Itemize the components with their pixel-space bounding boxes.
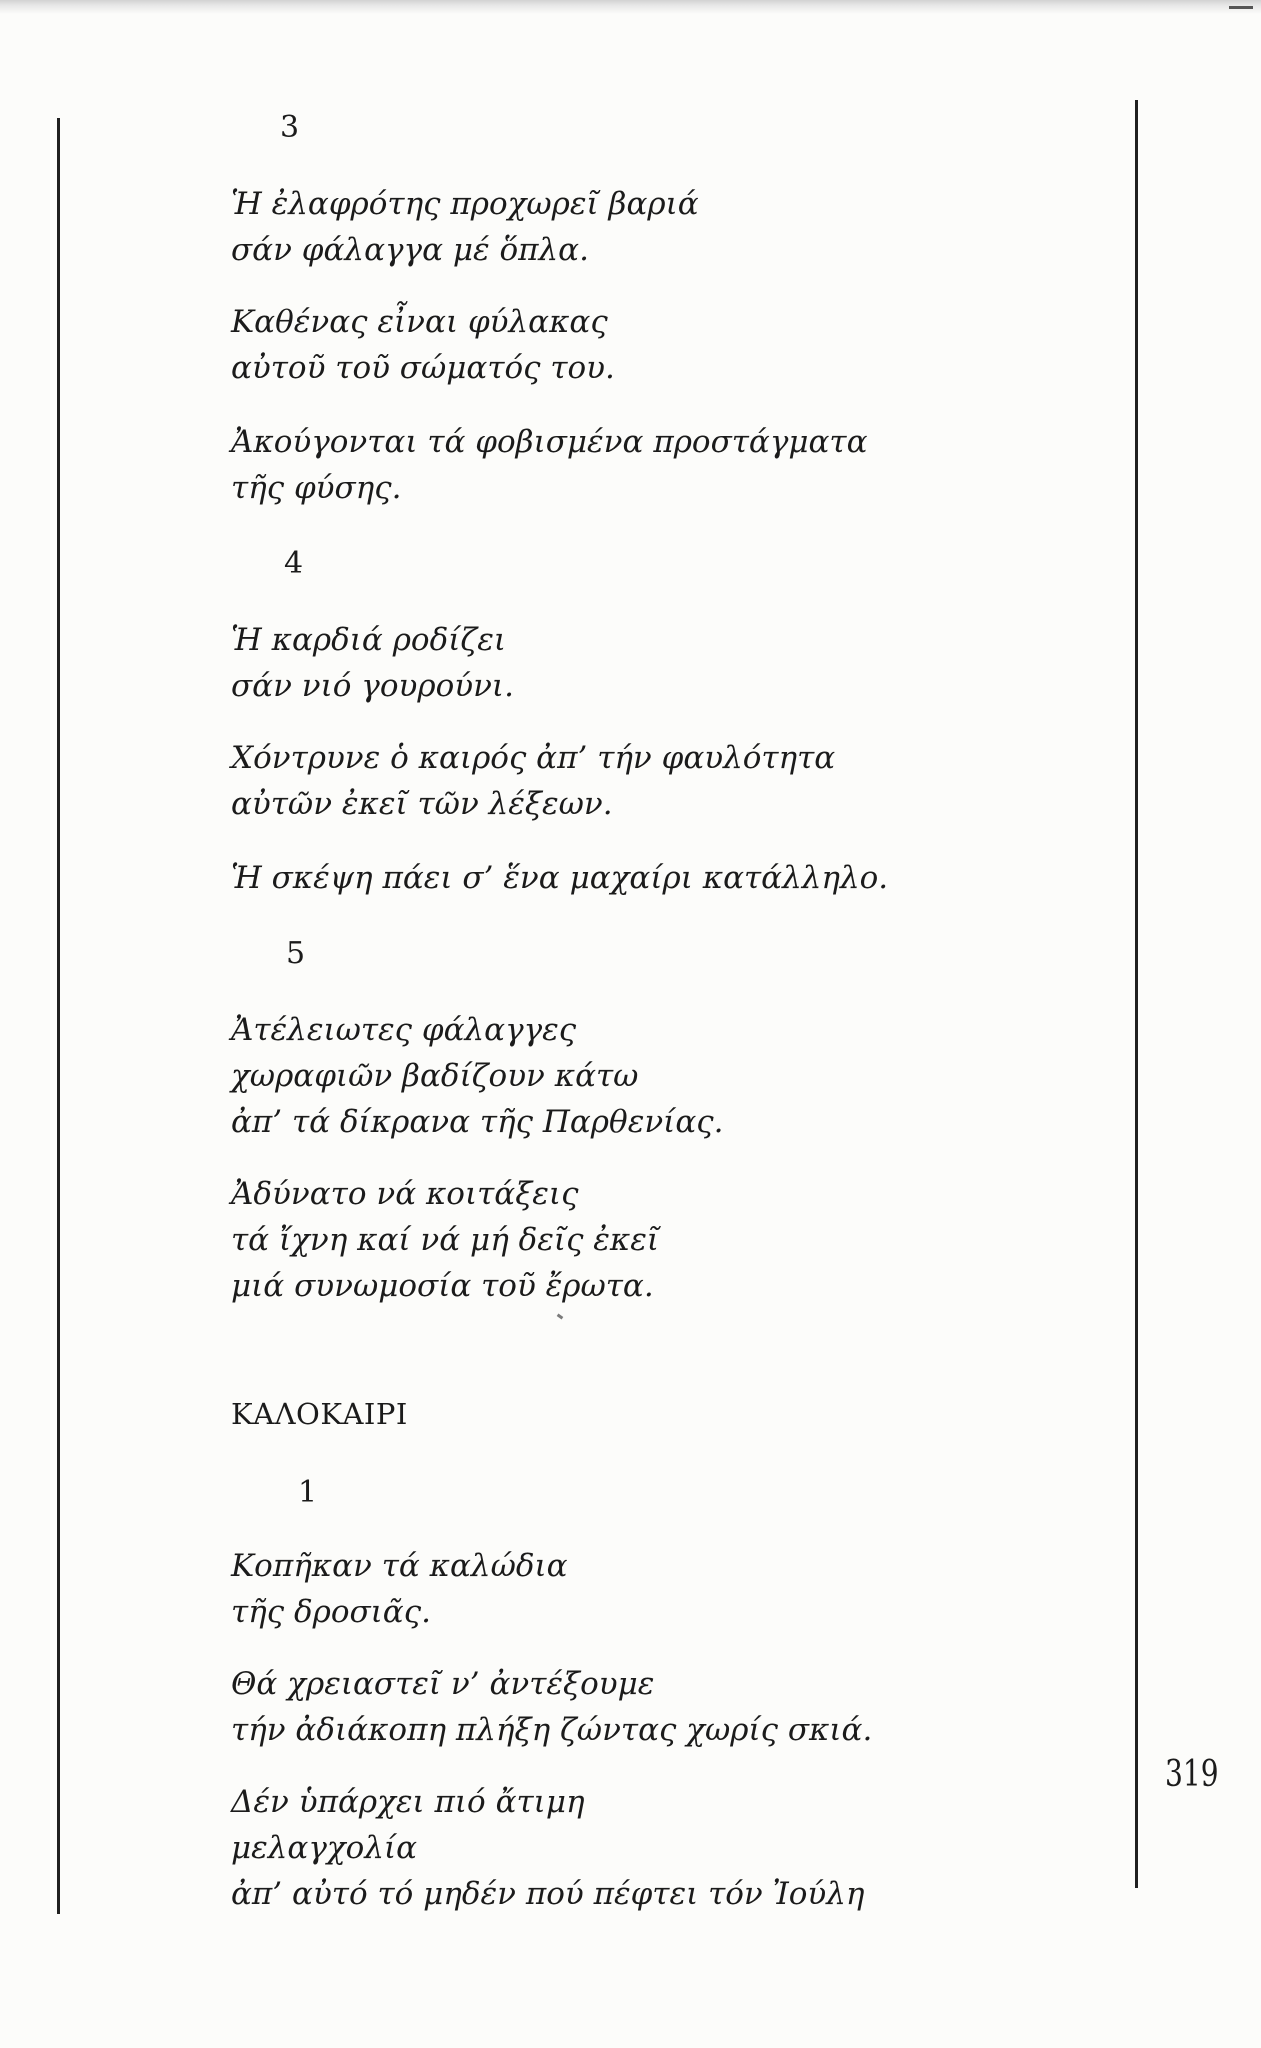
poem-line: ἀπ’ αὐτό τό μηδέν πού πέφτει τόν Ἰούλη	[231, 1876, 865, 1912]
poem-line: Ἀκούγονται τά φοβισμένα προστάγματα	[231, 424, 868, 460]
scan-speck	[557, 1314, 564, 1320]
poem-line: Ἡ καρδιά ροδίζει	[231, 622, 507, 658]
poem-line: Ἡ σκέψη πάει σ’ ἕνα μαχαίρι κατάλληλο.	[231, 860, 889, 896]
poem-line: τῆς φύσης.	[231, 470, 402, 506]
left-margin-rule	[57, 118, 60, 1914]
poem-line: Δέν ὑπάρχει πιό ἄτιμη	[231, 1784, 585, 1820]
poem-part-number: 5	[286, 936, 306, 971]
poem-line: αὐτῶν ἐκεῖ τῶν λέξεων.	[231, 786, 613, 822]
section-heading: ΚΑΛΟΚΑΙΡΙ	[231, 1397, 408, 1431]
poem-line: χωραφιῶν βαδίζουν κάτω	[231, 1058, 639, 1094]
poem-line: αὐτοῦ τοῦ σώματός του.	[231, 350, 615, 386]
poem-line: ἀπ’ τά δίκρανα τῆς Παρθενίας.	[231, 1104, 724, 1140]
poem-part-number: 3	[280, 110, 300, 145]
poem-part-number: 1	[298, 1475, 318, 1510]
poem-line: Θά χρειαστεῖ ν’ ἀντέξουμε	[231, 1666, 655, 1702]
poem-line: σάν φάλαγγα μέ ὅπλα.	[231, 232, 589, 268]
right-margin-rule	[1135, 100, 1138, 1888]
poem-line: Ἡ ἐλαφρότης προχωρεῖ βαριά	[231, 186, 699, 222]
poem-line: τῆς δροσιᾶς.	[231, 1594, 431, 1630]
scan-top-edge	[0, 0, 1261, 14]
scan-edge-mark	[1229, 6, 1253, 9]
poem-line: τήν ἀδιάκοπη πλήξη ζώντας χωρίς σκιά.	[231, 1712, 873, 1748]
poem-part-number: 4	[284, 546, 304, 581]
page-number: 319	[1165, 1754, 1219, 1795]
poem-line: μελαγχολία	[231, 1830, 418, 1866]
poem-line: Χόντρυνε ὁ καιρός ἀπ’ τήν φαυλότητα	[231, 740, 836, 776]
poem-line: Καθένας εἶναι φύλακας	[231, 304, 608, 340]
poem-line: Ἀτέλειωτες φάλαγγες	[231, 1012, 577, 1048]
poem-line: σάν νιό γουρούνι.	[231, 668, 514, 704]
poem-line: Κοπῆκαν τά καλώδια	[231, 1548, 568, 1584]
poem-line: τά ἴχνη καί νά μή δεῖς ἐκεῖ	[231, 1222, 660, 1258]
poem-line: μιά συνωμοσία τοῦ ἔρωτα.	[231, 1268, 654, 1304]
poem-line: Ἀδύνατο νά κοιτάξεις	[231, 1176, 579, 1212]
